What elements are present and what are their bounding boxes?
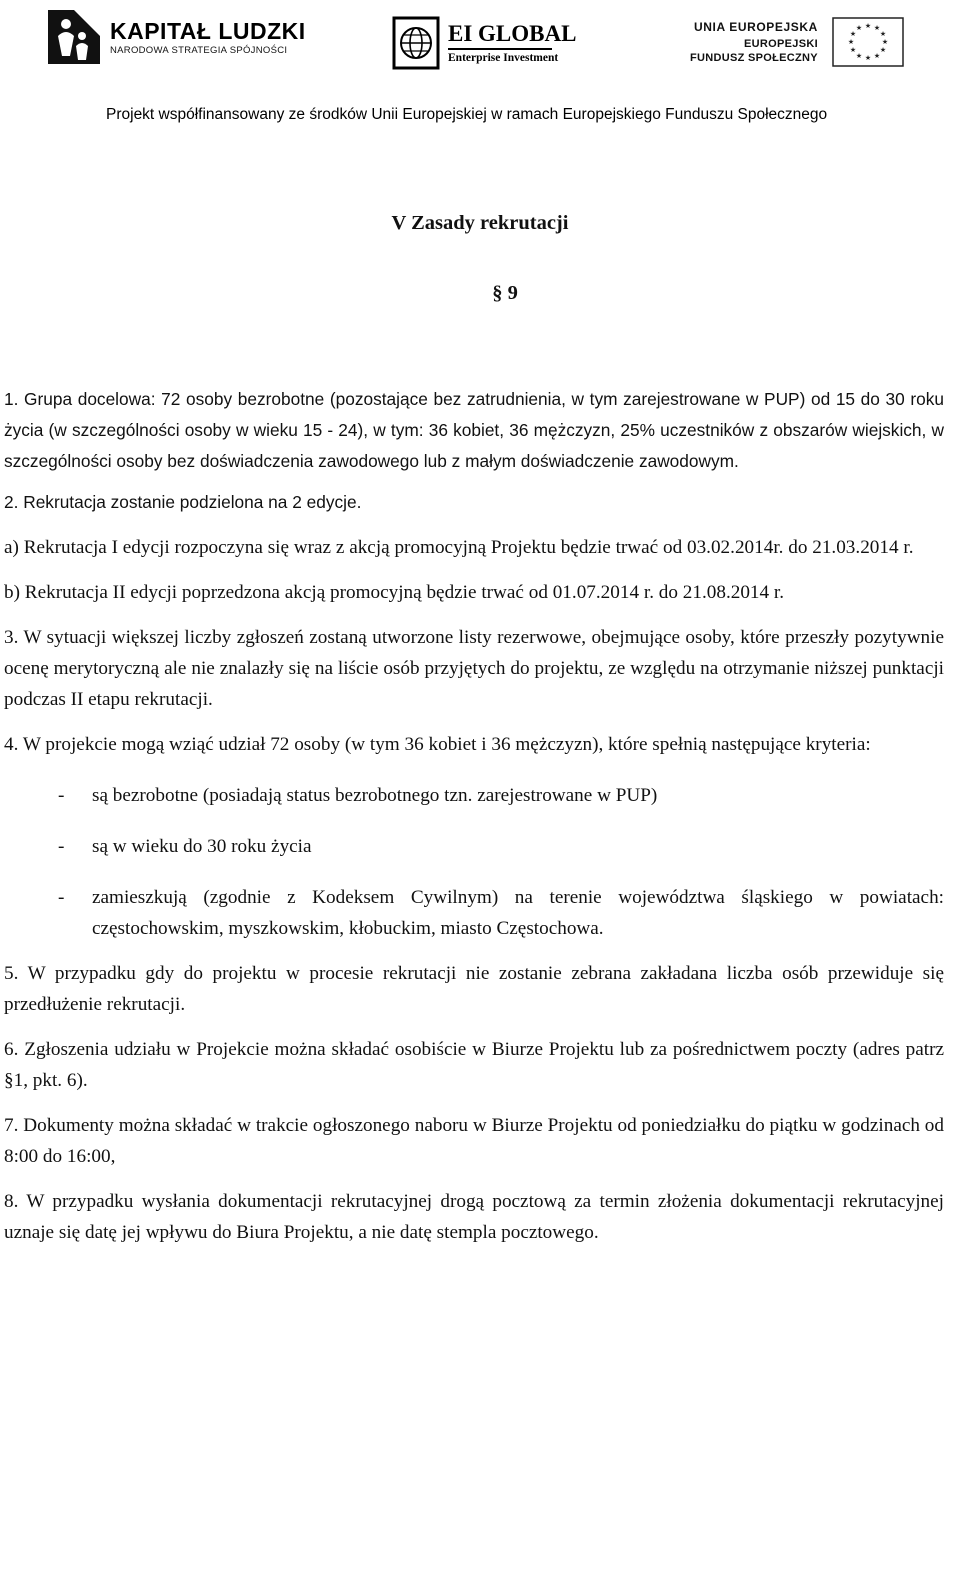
kapital-ludzki-subtitle: NARODOWA STRATEGIA SPÓJNOŚCI	[110, 44, 288, 56]
svg-text:★: ★	[873, 52, 881, 60]
criterion-item	[4, 780, 944, 811]
point-1: 1. Grupa docelowa: 72 osoby bezrobotne (pozostające bez zatrudnienia, w tym zarejestrowane w PUP) od 15 do 30 roku życia (w szczególności osoby w wieku 15 - 24), w tym: 36 kobiet, 36 mężczyzn, 25% uczestników z obszarów wiejskich, w szczególności osoby bez doświadczenia zawodowego lub z małym doświadczenie zawodowym.	[4, 389, 944, 471]
svg-text:★: ★	[855, 24, 863, 32]
point-4: 4. W projekcie mogą wziąć udział 72 osoby (w tym 36 kobiet i 36 mężczyzn), które spełnią następujące kryteria:	[4, 734, 871, 755]
svg-text:★: ★	[849, 30, 857, 38]
point-5: 5. W przypadku gdy do projektu w procesie rekrutacji nie zostanie zebrana zakładana liczba osób przewiduje się przedłużenie rekrutacji.	[4, 963, 944, 1015]
point-2b: b) Rekrutacja II edycji poprzedzona akcją promocyjną będzie trwać od 01.07.2014 r. do 21.08.2014 r.	[4, 582, 785, 603]
criterion-text: zamieszkują (zgodnie z Kodeksem Cywilnym) na terenie województwa śląskiego w powiatach: częstochowskim, myszkowskim, kłobuckim, miasto Częstochowa.	[92, 887, 944, 939]
svg-text:★: ★	[864, 22, 872, 30]
eu-union-label: UNIA EUROPEJSKA	[694, 20, 818, 34]
criterion-item	[4, 831, 944, 862]
ei-global-logo	[392, 14, 576, 72]
svg-text:★: ★	[879, 46, 887, 54]
criterion-text: są bezrobotne (posiadają status bezrobotnego tzn. zarejestrowane w PUP)	[92, 785, 658, 806]
svg-text:★: ★	[879, 30, 887, 38]
criterion-item	[4, 882, 944, 944]
svg-text:★: ★	[873, 24, 881, 32]
ei-global-rule	[448, 48, 552, 50]
document-body	[4, 384, 944, 1248]
point-2a: a) Rekrutacja I edycji rozpoczyna się wraz z akcją promocyjną Projektu będzie trwać od 03.02.2014r. do 21.03.2014 r.	[4, 537, 914, 558]
ei-global-title: EI GLOBAL	[448, 21, 577, 46]
criterion-text: są w wieku do 30 roku życia	[92, 836, 312, 857]
kapital-ludzki-title: KAPITAŁ LUDZKI	[110, 17, 306, 44]
svg-text:★: ★	[855, 52, 863, 60]
globe-icon	[392, 16, 440, 70]
eu-fund-label-1: EUROPEJSKI	[744, 38, 818, 50]
point-2: 2. Rekrutacja zostanie podzielona na 2 edycje.	[4, 492, 362, 512]
eu-fund-label-2: FUNDUSZ SPOŁECZNY	[690, 52, 818, 64]
criterion-bullet: -	[58, 785, 65, 806]
ei-global-subtitle: Enterprise Investment	[448, 52, 559, 64]
kapital-ludzki-emblem-icon	[44, 6, 104, 68]
eu-flag-icon	[832, 17, 904, 67]
criterion-bullet: -	[58, 836, 65, 857]
point-6: 6. Zgłoszenia udziału w Projekcie można składać osobiście w Biurze Projektu lub za pośrednictwem poczty (adres patrz §1, pkt. 6).	[4, 1039, 944, 1091]
section-title: V Zasady rekrutacji	[391, 212, 569, 234]
point-3: 3. W sytuacji większej liczby zgłoszeń zostaną utworzone listy rezerwowe, obejmujące osoby, które przeszły pozytywnie ocenę merytoryczną ale nie znalazły się na liście osób przyjętych do projektu, ze względu na otrzymanie niższej punktacji podczas II etapu rekrutacji.	[4, 627, 944, 710]
svg-text:★: ★	[849, 46, 857, 54]
paragraph-sign: § 9	[492, 282, 518, 304]
svg-text:★: ★	[847, 38, 855, 46]
svg-text:★: ★	[881, 38, 889, 46]
eu-logo	[690, 16, 904, 68]
header-logos	[0, 0, 960, 100]
point-7: 7. Dokumenty można składać w trakcie ogłoszonego naboru w Biurze Projektu od poniedziałku do piątku w godzinach od 8:00 do 16:00,	[4, 1115, 944, 1167]
kapital-ludzki-logo	[44, 6, 306, 68]
svg-text:★: ★	[864, 54, 872, 62]
cofinancing-note: Projekt współfinansowany ze środków Unii Europejskiej w ramach Europejskiego Funduszu Społecznego	[106, 106, 828, 123]
point-8: 8. W przypadku wysłania dokumentacji rekrutacyjnej drogą pocztową za termin złożenia dokumentacji rekrutacyjnej uznaje się datę jej wpływu do Biura Projektu, a nie datę stempla pocztowego.	[4, 1191, 944, 1243]
criterion-bullet: -	[58, 887, 65, 908]
